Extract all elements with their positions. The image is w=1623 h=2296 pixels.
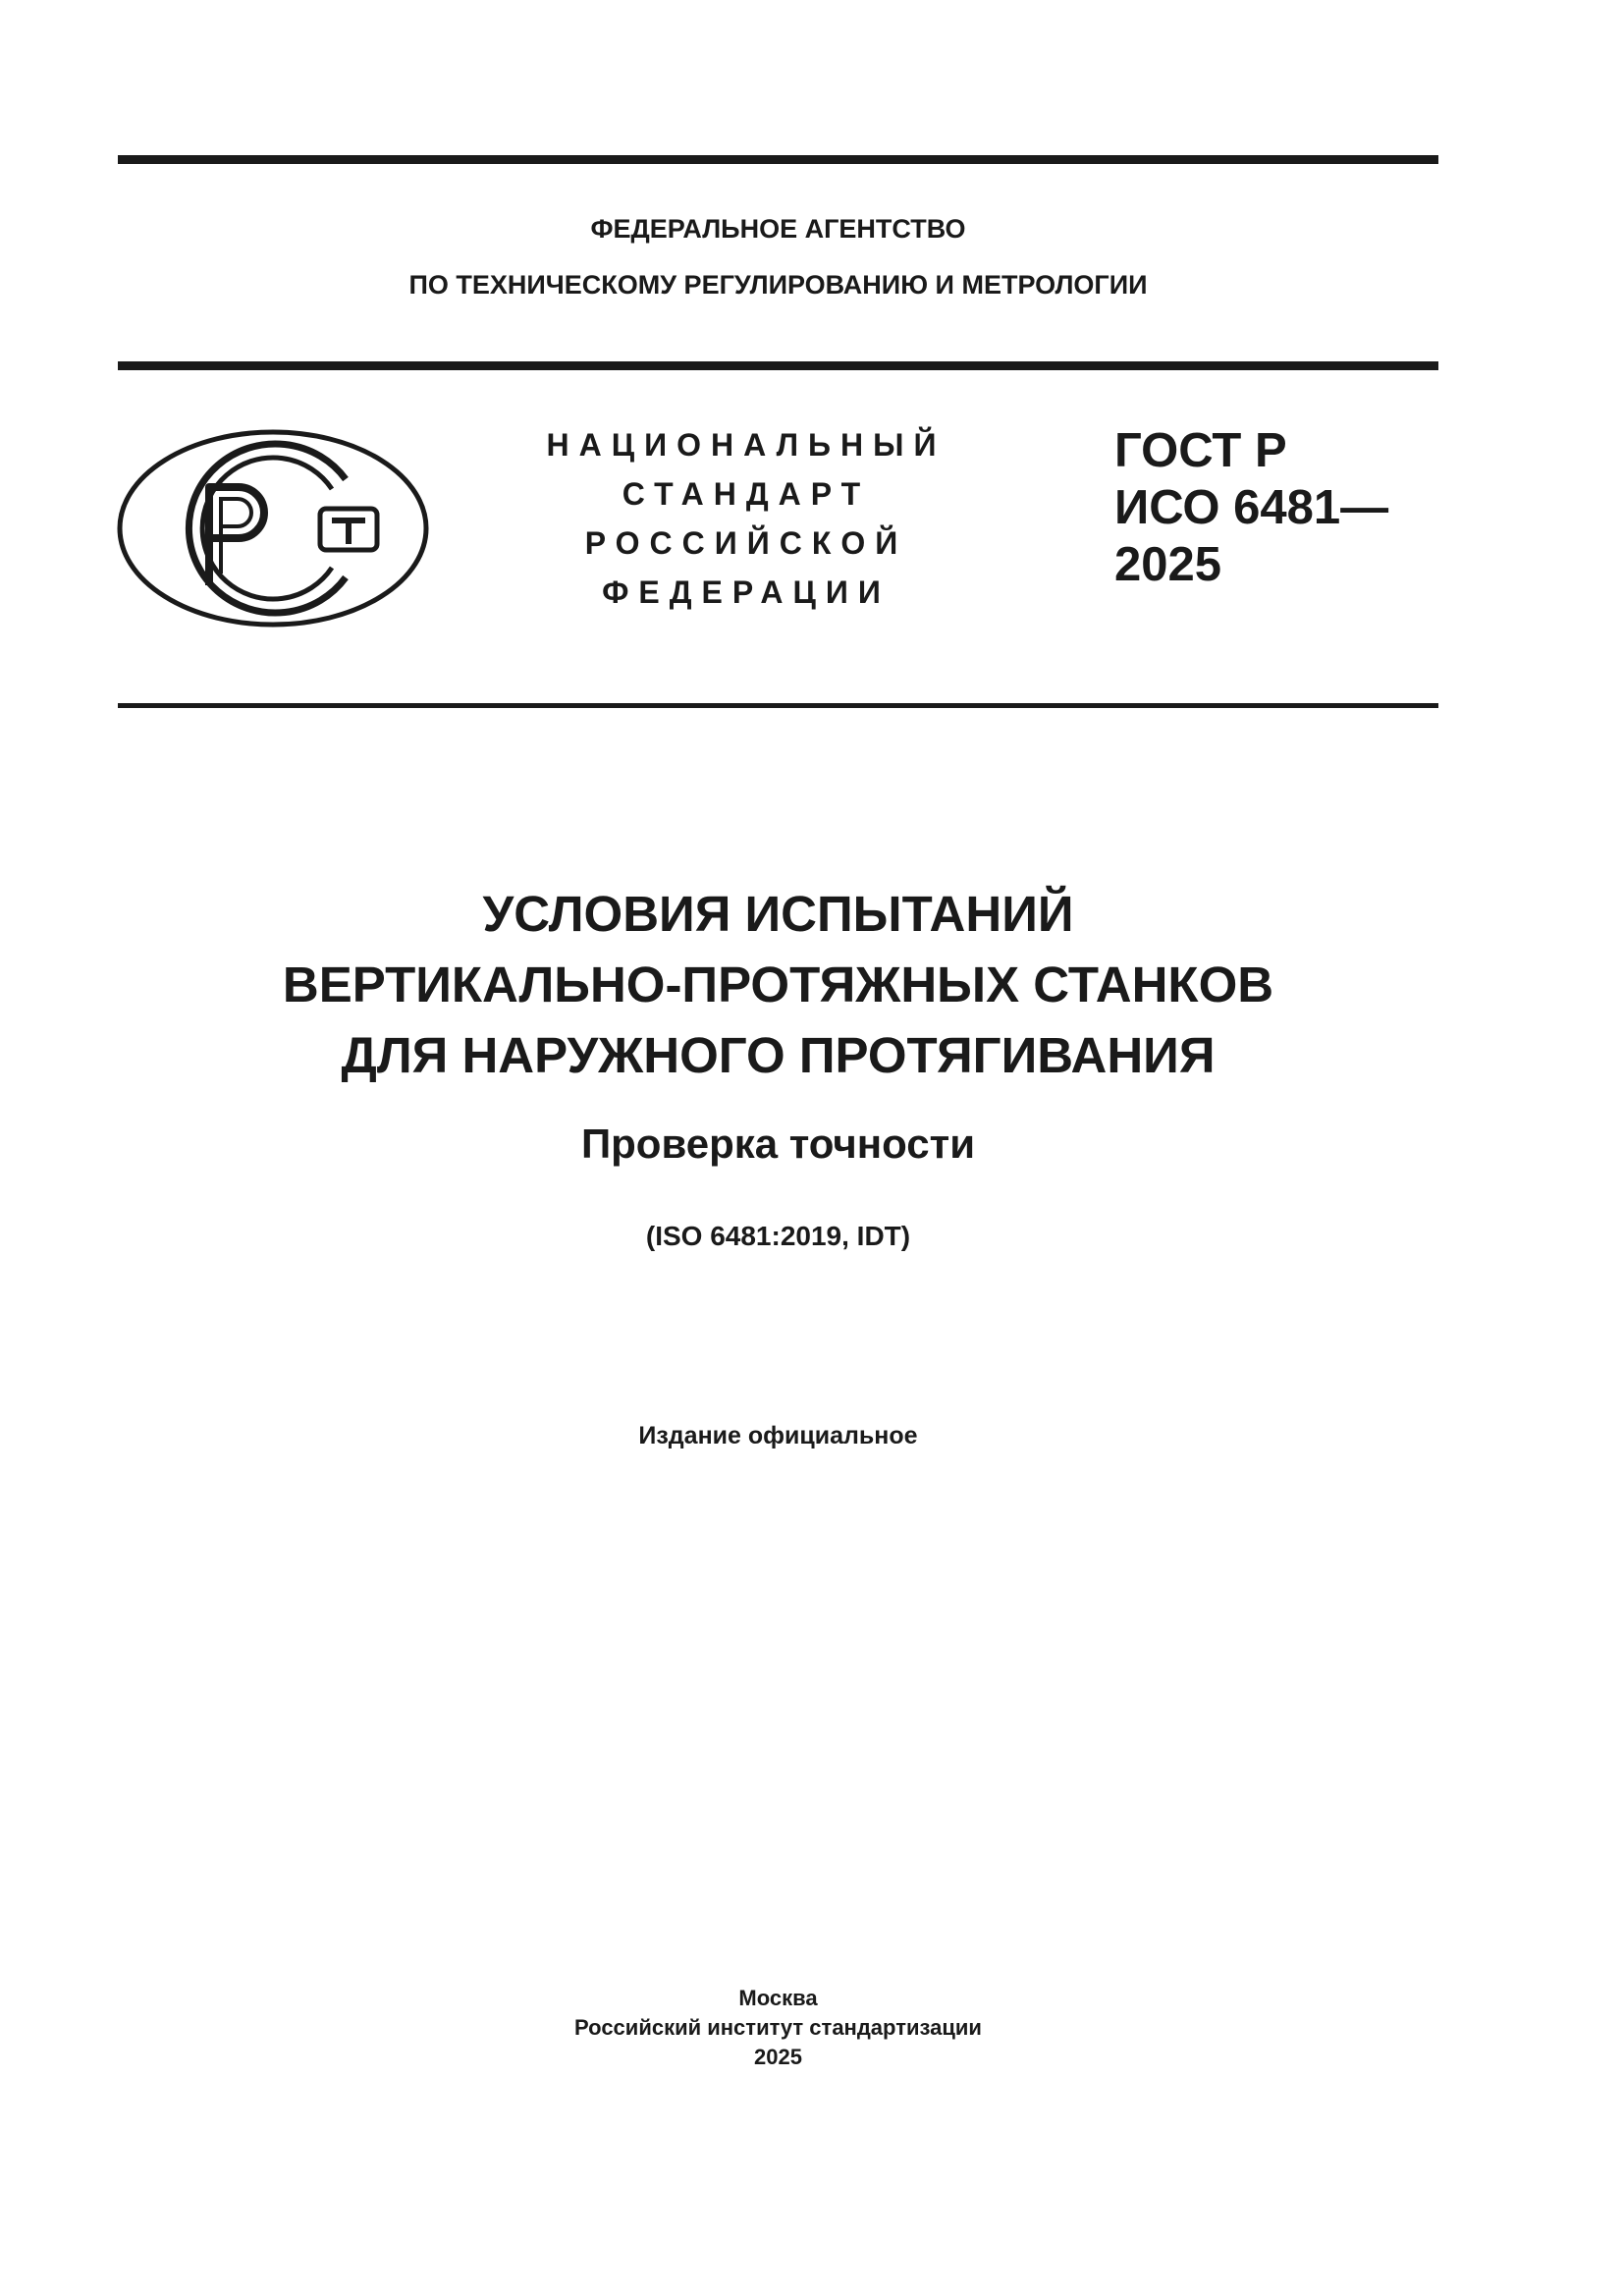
agency-header: [118, 201, 1438, 313]
header-bottom-rule: [118, 703, 1438, 708]
agency-name-line-1: ФЕДЕРАЛЬНОЕ АГЕНТСТВО: [590, 214, 966, 244]
agency-name-line-2: ПО ТЕХНИЧЕСКОМУ РЕГУЛИРОВАНИЮ И МЕТРОЛОГИИ: [408, 270, 1148, 300]
edition-label: Издание официальное: [638, 1422, 918, 1449]
top-rule: [118, 155, 1438, 164]
imprint-city: Москва: [738, 1986, 818, 2010]
agency-bottom-rule: [118, 361, 1438, 370]
document-subtitle: Проверка точности: [580, 1121, 976, 1167]
imprint: [118, 1984, 1438, 2072]
standard-designation: [1114, 422, 1388, 593]
national-standard-line-4: ФЕДЕРАЦИИ: [602, 574, 891, 610]
national-standard-line-2: СТАНДАРТ: [622, 476, 871, 512]
national-standard-line-1: НАЦИОНАЛЬНЫЙ: [546, 427, 947, 463]
national-standard-heading: [525, 420, 967, 617]
designation-line-1: ГОСТ Р: [1114, 424, 1287, 477]
rst-certification-mark-icon: [116, 428, 430, 629]
document-title: [118, 879, 1438, 1091]
imprint-publisher: Российский институт стандартизации: [574, 2015, 982, 2040]
title-line-1: УСЛОВИЯ ИСПЫТАНИЙ: [482, 886, 1074, 942]
imprint-year: 2025: [754, 2045, 802, 2069]
national-standard-line-3: РОССИЙСКОЙ: [584, 525, 908, 561]
title-line-3: ДЛЯ НАРУЖНОГО ПРОТЯГИВАНИЯ: [341, 1027, 1216, 1083]
designation-line-2: ИСО 6481—: [1114, 481, 1389, 534]
designation-line-3: 2025: [1114, 538, 1222, 591]
title-line-2: ВЕРТИКАЛЬНО-ПРОТЯЖНЫХ СТАНКОВ: [282, 957, 1274, 1012]
iso-reference: (ISO 6481:2019, IDT): [645, 1221, 911, 1251]
